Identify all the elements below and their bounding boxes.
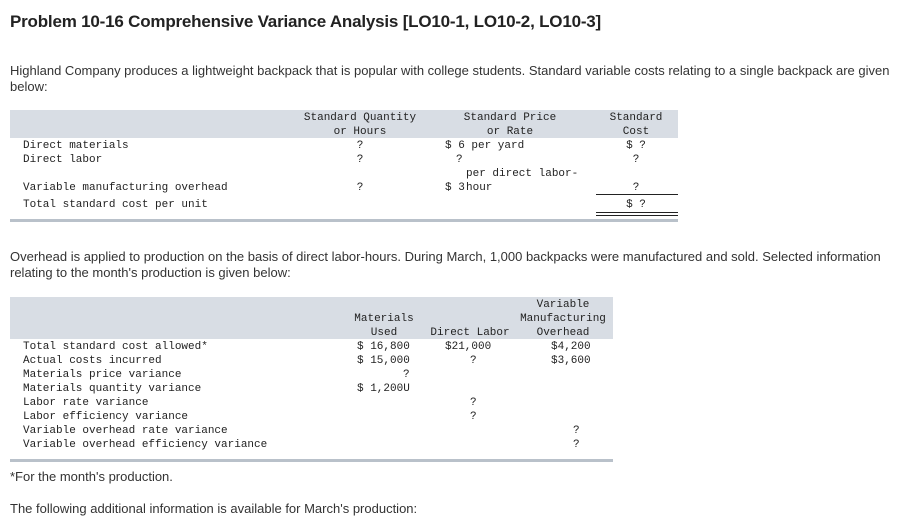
header-cost-line1: Standard [609,112,663,124]
row-label-total-standard-cost-allowed: Total standard cost allowed* [23,341,208,353]
header-price-line2: or Rate [486,126,534,138]
cell-dl-price: ? [456,154,463,166]
cell-overhead-rate-variance: ? [573,425,580,437]
cell-labor-rate-variance: ? [470,397,477,409]
row-label-materials-quantity-variance: Materials quantity variance [23,383,202,395]
table-bottom-rule [10,459,613,462]
header-overhead-line2: Manufacturing [520,313,606,325]
footnote: *For the month's production. [10,469,173,484]
cell-dm-quantity: ? [356,140,364,152]
header-materials-line2: Used [370,327,398,339]
row-label-direct-materials: Direct materials [23,140,129,152]
cell-vmo-price-line2: hour [466,182,493,194]
row-label-labor-efficiency-variance: Labor efficiency variance [23,411,189,423]
row-label-variable-overhead: Variable manufacturing overhead [23,182,228,194]
row-label-labor-rate-variance: Labor rate variance [23,397,149,409]
cell-total-cost: $ ? [626,199,646,211]
cell-materials-standard: $ 16,800 [357,341,410,353]
cell-vmo-quantity: ? [356,182,364,194]
cell-dl-quantity: ? [356,154,364,166]
row-label-overhead-rate-variance: Variable overhead rate variance [23,425,228,437]
problem-title: Problem 10-16 Comprehensive Variance Analysis [LO10-1, LO10-2, LO10-3] [10,12,602,31]
total-double-underline-1 [596,212,678,213]
cell-dm-cost: $ ? [626,140,646,152]
cell-overhead-efficiency-variance: ? [573,439,580,451]
header-quantity-line2: or Hours [333,126,387,138]
cell-vmo-cost: ? [632,182,640,194]
row-label-overhead-efficiency-variance: Variable overhead efficiency variance [23,439,268,451]
cell-materials-quantity-variance: $ 1,200U [357,383,410,395]
header-price-line1: Standard Price [463,112,557,124]
cell-vmo-price-line1: per direct labor- [466,168,579,180]
cell-labor-standard: $21,000 [445,341,492,353]
cell-labor-actual: ? [470,355,477,367]
header-overhead-line3: Overhead [536,327,590,339]
table-bottom-rule [10,219,678,222]
subtotal-underline [596,194,678,195]
additional-info-paragraph: The following additional information is available for March's production: [10,501,418,516]
row-label-materials-price-variance: Materials price variance [23,369,182,381]
cell-labor-efficiency-variance: ? [470,411,477,423]
header-cost-line2: Cost [622,126,650,138]
cell-vmo-price-prefix: $ 3 [445,182,465,194]
row-label-direct-labor: Direct labor [23,154,103,166]
cell-materials-price-variance: ? [403,369,410,381]
cell-overhead-standard: $4,200 [551,341,591,353]
cell-dl-cost: ? [632,154,640,166]
row-label-actual-costs: Actual costs incurred [23,355,162,367]
overhead-paragraph: Overhead is applied to production on the basis of direct labor-hours. During March, 1,000 backpacks were manufactured and sold. Selected information relating to the month's production is given below: [10,249,881,280]
header-materials-line1: Materials [354,313,414,325]
total-double-underline-2 [596,215,678,216]
row-label-total-standard-cost: Total standard cost per unit [23,199,208,211]
intro-paragraph: Highland Company produces a lightweight backpack that is popular with college students. Standard variable costs relating to a single backpack are given below: [10,63,890,94]
cell-overhead-actual: $3,600 [551,355,591,367]
cell-dm-price: $ 6 per yard [445,140,525,152]
header-overhead-line1: Variable [536,299,590,311]
header-labor: Direct Labor [430,327,510,339]
header-quantity-line1: Standard Quantity [303,112,417,124]
cell-materials-actual: $ 15,000 [357,355,410,367]
